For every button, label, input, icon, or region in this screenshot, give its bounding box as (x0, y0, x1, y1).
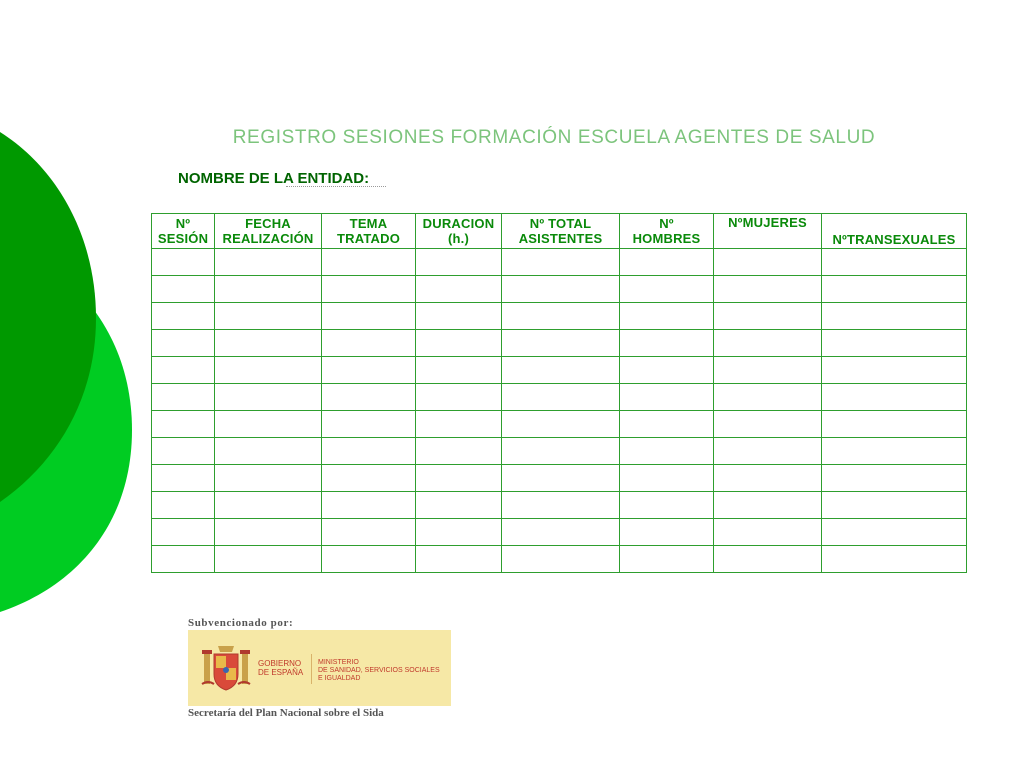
table-row (152, 357, 967, 384)
table-cell[interactable] (714, 519, 822, 546)
header-fecha-realizacion: FECHA REALIZACIÓN (215, 214, 322, 249)
table-cell[interactable] (215, 438, 322, 465)
table-cell[interactable] (714, 492, 822, 519)
table-cell[interactable] (152, 303, 215, 330)
table-cell[interactable] (215, 249, 322, 276)
table-cell[interactable] (620, 411, 714, 438)
table-cell[interactable] (714, 249, 822, 276)
table-cell[interactable] (620, 357, 714, 384)
decorative-green-circles (0, 0, 140, 620)
table-cell[interactable] (152, 546, 215, 573)
table-header-row (152, 214, 967, 249)
table-cell[interactable] (215, 465, 322, 492)
table-cell[interactable] (416, 411, 502, 438)
table-cell[interactable] (620, 492, 714, 519)
table-row (152, 330, 967, 357)
table-cell[interactable] (502, 330, 620, 357)
table-cell[interactable] (416, 357, 502, 384)
header-hombres: Nº HOMBRES (620, 214, 714, 249)
table-cell[interactable] (714, 438, 822, 465)
header-duracion: DURACION (h.) (416, 214, 502, 249)
table-cell[interactable] (215, 276, 322, 303)
entity-name-label: NOMBRE DE LA ENTIDAD: (178, 170, 370, 187)
table-cell[interactable] (620, 546, 714, 573)
table-cell[interactable] (416, 384, 502, 411)
table-cell[interactable] (416, 276, 502, 303)
table-cell[interactable] (322, 519, 416, 546)
table-cell[interactable] (152, 438, 215, 465)
table-cell[interactable] (215, 411, 322, 438)
table-cell[interactable] (714, 546, 822, 573)
table-cell[interactable] (215, 357, 322, 384)
table-cell[interactable] (620, 438, 714, 465)
coat-of-arms-icon (198, 640, 254, 696)
table-cell[interactable] (416, 492, 502, 519)
table-cell[interactable] (322, 249, 416, 276)
gobierno-ministerio-logo (188, 630, 451, 706)
table-cell[interactable] (822, 303, 967, 330)
table-cell[interactable] (822, 330, 967, 357)
table-cell[interactable] (322, 546, 416, 573)
table-cell[interactable] (502, 465, 620, 492)
table-cell[interactable] (620, 465, 714, 492)
ministerio-text: MINISTERIO DE SANIDAD, SERVICIOS SOCIALES E IGUALDAD (318, 659, 440, 682)
table-cell[interactable] (215, 546, 322, 573)
table-cell[interactable] (215, 384, 322, 411)
entity-name-field[interactable] (286, 186, 386, 187)
table-cell[interactable] (822, 492, 967, 519)
table-cell[interactable] (822, 384, 967, 411)
table-cell[interactable] (620, 276, 714, 303)
table-cell[interactable] (322, 276, 416, 303)
table-cell[interactable] (502, 546, 620, 573)
table-cell[interactable] (416, 303, 502, 330)
table-cell[interactable] (322, 384, 416, 411)
table-cell[interactable] (502, 492, 620, 519)
table-cell[interactable] (620, 249, 714, 276)
table-row (152, 519, 967, 546)
table-cell[interactable] (152, 276, 215, 303)
logo-divider (311, 654, 312, 684)
table-cell[interactable] (322, 357, 416, 384)
table-cell[interactable] (714, 276, 822, 303)
table-cell[interactable] (416, 249, 502, 276)
table-cell[interactable] (502, 276, 620, 303)
table-row (152, 438, 967, 465)
table-cell[interactable] (620, 519, 714, 546)
secretaria-text: Secretaría del Plan Nacional sobre el Sida (188, 707, 384, 719)
table-cell[interactable] (822, 249, 967, 276)
table-cell[interactable] (822, 411, 967, 438)
table-cell[interactable] (620, 330, 714, 357)
table-row (152, 303, 967, 330)
table-cell[interactable] (152, 411, 215, 438)
table-row (152, 465, 967, 492)
table-cell[interactable] (502, 303, 620, 330)
table-cell[interactable] (416, 330, 502, 357)
table-row (152, 546, 967, 573)
table-row (152, 384, 967, 411)
table-cell[interactable] (152, 249, 215, 276)
table-cell[interactable] (714, 411, 822, 438)
table-cell[interactable] (714, 357, 822, 384)
table-row (152, 492, 967, 519)
table-cell[interactable] (714, 384, 822, 411)
table-cell[interactable] (152, 357, 215, 384)
table-cell[interactable] (822, 357, 967, 384)
table-cell[interactable] (502, 411, 620, 438)
header-total-asistentes: Nº TOTAL ASISTENTES (502, 214, 620, 249)
table-row (152, 249, 967, 276)
table-cell[interactable] (322, 303, 416, 330)
table-cell[interactable] (416, 519, 502, 546)
table-cell[interactable] (416, 546, 502, 573)
table-cell[interactable] (322, 492, 416, 519)
table-cell[interactable] (714, 465, 822, 492)
table-cell[interactable] (322, 465, 416, 492)
table-cell[interactable] (152, 384, 215, 411)
table-row (152, 411, 967, 438)
table-cell[interactable] (416, 438, 502, 465)
table-cell[interactable] (502, 438, 620, 465)
table-cell[interactable] (502, 249, 620, 276)
table-cell[interactable] (620, 303, 714, 330)
table-cell[interactable] (152, 330, 215, 357)
header-tema-tratado: TEMA TRATADO (322, 214, 416, 249)
document-title: REGISTRO SESIONES FORMACIÓN ESCUELA AGENTES DE SALUD (232, 127, 876, 148)
table-cell[interactable] (215, 492, 322, 519)
table-cell[interactable] (215, 330, 322, 357)
table-cell[interactable] (822, 546, 967, 573)
table-cell[interactable] (714, 303, 822, 330)
table-cell[interactable] (322, 411, 416, 438)
table-cell[interactable] (822, 438, 967, 465)
table-row (152, 276, 967, 303)
table-cell[interactable] (416, 465, 502, 492)
table-cell[interactable] (152, 465, 215, 492)
header-num-sesion: Nº SESIÓN (152, 214, 215, 249)
table-cell[interactable] (822, 276, 967, 303)
header-mujeres: NºMUJERES (714, 214, 822, 249)
table-cell[interactable] (822, 519, 967, 546)
table-cell[interactable] (152, 492, 215, 519)
gobierno-text: GOBIERNO DE ESPAÑA (258, 659, 304, 677)
table-cell[interactable] (714, 330, 822, 357)
table-cell[interactable] (152, 519, 215, 546)
table-body (152, 249, 967, 573)
header-transexuales: NºTRANSEXUALES (822, 214, 967, 249)
table-cell[interactable] (502, 357, 620, 384)
table-cell[interactable] (822, 465, 967, 492)
subvencionado-label: Subvencionado por: (188, 617, 294, 629)
table-cell[interactable] (215, 519, 322, 546)
table-cell[interactable] (215, 303, 322, 330)
table-cell[interactable] (502, 519, 620, 546)
table-cell[interactable] (620, 384, 714, 411)
table-cell[interactable] (322, 438, 416, 465)
sessions-table (151, 213, 967, 573)
table-cell[interactable] (322, 330, 416, 357)
table-cell[interactable] (502, 384, 620, 411)
